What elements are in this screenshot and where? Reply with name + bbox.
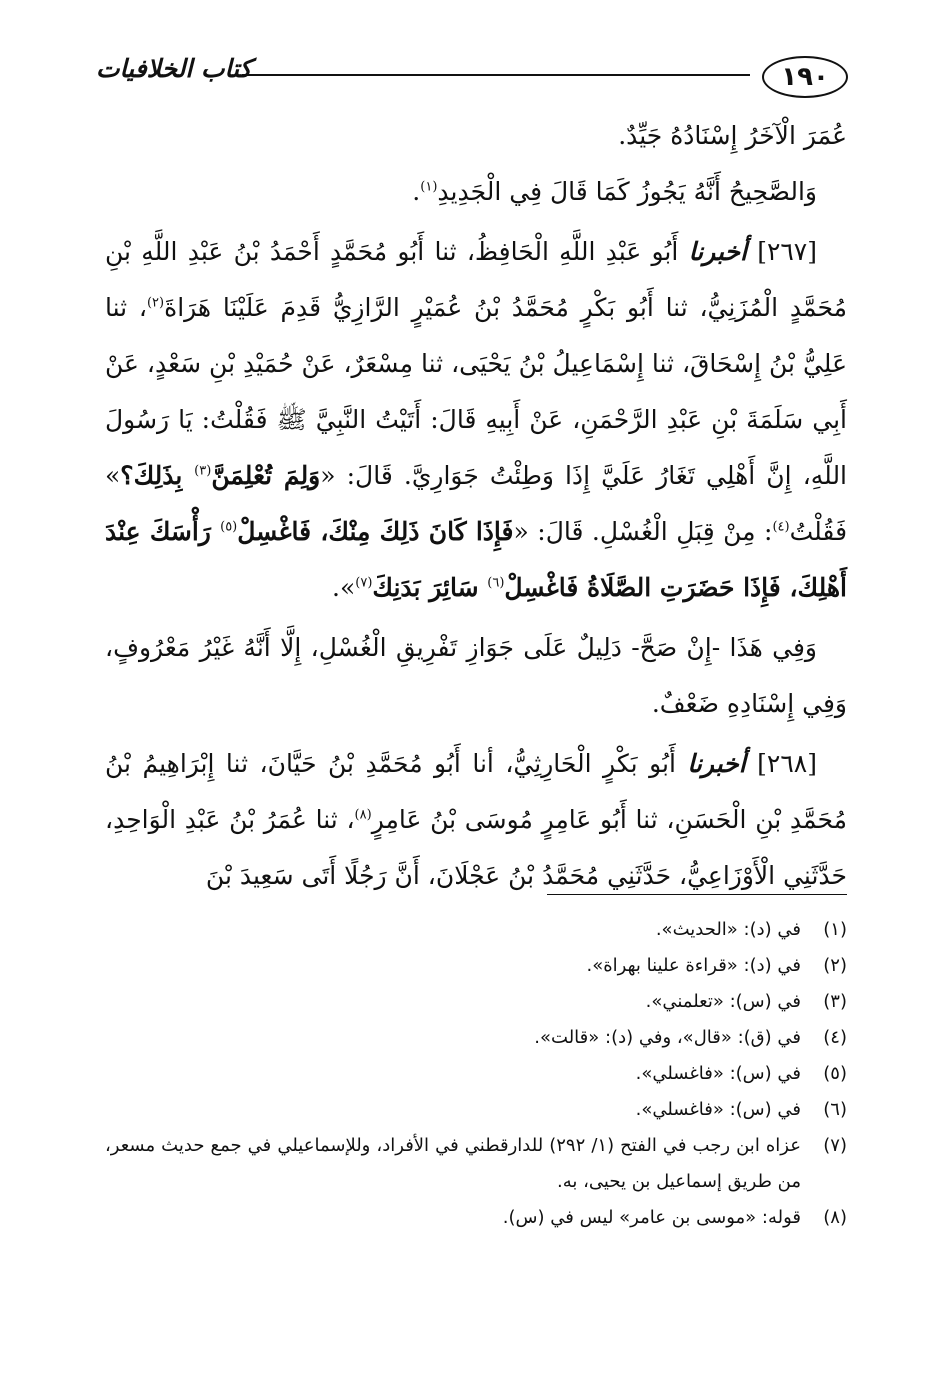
footnote-item: [105, 912, 847, 948]
footnote-item: [105, 1020, 847, 1056]
footnote-marker: (٥): [220, 519, 238, 535]
footnote-marker: (٧): [355, 575, 373, 591]
footnote-number: (٧): [823, 1135, 847, 1156]
footnote-text: في (د): «الحديث».: [655, 919, 801, 940]
footnote-text: في (د): «قراءة علينا بهراة».: [586, 955, 801, 976]
hadith-268: [105, 736, 847, 904]
hadith-text: : مِنْ قِبَلِ الْغُسْلِ. قَالَ: «: [513, 517, 773, 546]
footnote-marker: (٢): [146, 295, 165, 311]
header-rule: [242, 74, 750, 76]
footnote-item: [105, 1200, 847, 1236]
hadith-text: ، ثنا عُمَرُ بْنُ عَبْدِ الْوَاحِدِ، حَدَّثَنِي الْأَوْزَاعِيُّ، حَدَّثَنِي مُحَمَّدُ بْنُ عَجْلَانَ، أَنَّ رَجُلًا أَتَى سَعِيدَ بْنَ: [105, 805, 847, 890]
hadith-number: [٢٦٨]: [757, 749, 817, 778]
hadith-quote: فَإِذَا كَانَ ذَلِكَ مِنْكَ، فَاغْسِلْ: [237, 517, 514, 546]
hadith-text: أَبُو عَبْدِ اللَّهِ الْحَافِظُ، ثنا أَبُو مُحَمَّدٍ أَحْمَدُ بْنُ عَبْدِ اللَّهِ بْنِ مُحَمَّدٍ الْمُزَنِيُّ، ثنا أَبُو بَكْرٍ مُحَمَّدُ بْنُ عُمَيْرٍ الرَّازِيُّ قَدِمَ عَلَيْنَا هَرَاةَ: [105, 237, 847, 322]
footnote-item: [105, 1128, 847, 1200]
hadith-quote: وَلِمَ تُعْلِمَنَّ: [211, 461, 321, 490]
footnote-item: [105, 984, 847, 1020]
hadith-text: ».: [332, 573, 356, 602]
paragraph-2-end: .: [412, 177, 421, 206]
hadith-quote: سَائِرَ بَدَنِكَ: [372, 573, 488, 602]
footnote-text: في (س): «فاغسلي».: [635, 1063, 801, 1084]
footnote-item: [105, 948, 847, 984]
hadith-text: أَبُو بَكْرٍ الْحَارِثِيُّ، أنا أَبُو مُحَمَّدِ بْنُ حَيَّانَ، ثنا إِبْرَاهِيمُ بْنُ مُحَمَّدِ بْنِ الْحَسَنِ، ثنا أَبُو عَامِرٍ مُوسَى بْنُ عَامِرٍ: [105, 749, 847, 834]
paragraph-2: [105, 164, 847, 220]
footnote-separator: [547, 894, 847, 895]
footnote-number: (٤): [823, 1027, 847, 1048]
page-header: [96, 52, 848, 102]
hadith-text: » فَقُلْتُ: [105, 461, 848, 546]
hadith-number: [٢٦٧]: [757, 237, 818, 266]
footnote-marker: (١): [420, 179, 438, 195]
page-number-frame: [762, 56, 848, 98]
footnote-item: [105, 1092, 847, 1128]
footnote-text: قوله: «موسى بن عامر» ليس في (س).: [502, 1207, 801, 1228]
footnote-text: في (س): «تعلمني».: [645, 991, 801, 1012]
footnote-marker: (٦): [487, 575, 505, 591]
hadith-quote: رَأْسَكَ عِنْدَ أَهْلِكَ، فَإِذَا حَضَرَتِ الصَّلَاةُ فَاغْسِلْ: [105, 517, 847, 602]
footnote-number: (١): [823, 919, 847, 940]
main-text: [105, 108, 847, 904]
hadith-text: ، ثنا عَلِيُّ بْنُ إِسْحَاقَ، ثنا إِسْمَاعِيلُ بْنُ يَحْيَى، ثنا مِسْعَرٌ، عَنْ حُمَيْدِ بْنِ سَعْدٍ، عَنْ أَبِي سَلَمَةَ بْنِ عَبْدِ الرَّحْمَنِ، عَنْ أَبِيهِ قَالَ: أَتَيْتُ النَّبِيَّ ﷺ فَقُلْتُ: يَا رَسُولَ اللَّهِ، إِنَّ أَهْلِي تَغَارُ عَلَيَّ إِذَا وَطِئْتُ جَوَارِيَّ. قَالَ: «: [105, 293, 848, 490]
akhbarana-label: أخبرنا: [688, 237, 747, 266]
paragraph-4: وَفِي هَذَا -إِنْ صَحَّ- دَلِيلٌ عَلَى جَوَازِ تَفْرِيقِ الْغُسْلِ، إِلَّا أَنَّهُ غَيْرُ مَعْرُوفٍ، وَفِي إِسْنَادِهِ ضَعْفٌ.: [105, 633, 847, 718]
footnote-marker: (٣): [194, 463, 212, 479]
footnote-number: (٦): [823, 1099, 847, 1120]
footnote-number: (٢): [823, 955, 847, 976]
footnote-text: في (ق): «قال»، وفي (د): «قالت».: [534, 1027, 801, 1048]
paragraph-1: عُمَرَ الْآخَرُ إِسْنَادُهُ جَيِّدٌ.: [618, 121, 847, 150]
paragraph-2-text: وَالصَّحِيحُ أَنَّهُ يَجُوزُ كَمَا قَالَ فِي الْجَدِيدِ: [437, 177, 817, 206]
hadith-quote: بِذَلِكَ؟: [120, 461, 195, 490]
footnote-marker: (٨): [354, 807, 372, 823]
footnote-number: (٣): [823, 991, 847, 1012]
footnote-marker: (٤): [772, 519, 790, 535]
hadith-267: [105, 224, 847, 616]
footnote-text: في (س): «فاغسلي».: [635, 1099, 801, 1120]
book-title: كتاب الخلافيات: [96, 54, 252, 83]
akhbarana-label: أخبرنا: [687, 749, 746, 778]
footnote-number: (٥): [823, 1063, 847, 1084]
footnote-number: (٨): [823, 1207, 847, 1228]
footnote-item: [105, 1056, 847, 1092]
footnotes: [105, 912, 847, 1236]
footnote-text: عزاه ابن رجب في الفتح (١/ ٢٩٢) للدارقطني في الأفراد، وللإسماعيلي في جمع حديث مسعر، من طريق إسماعيل بن يحيى، به.: [105, 1135, 801, 1192]
page-number: ١٩٠: [781, 62, 829, 92]
